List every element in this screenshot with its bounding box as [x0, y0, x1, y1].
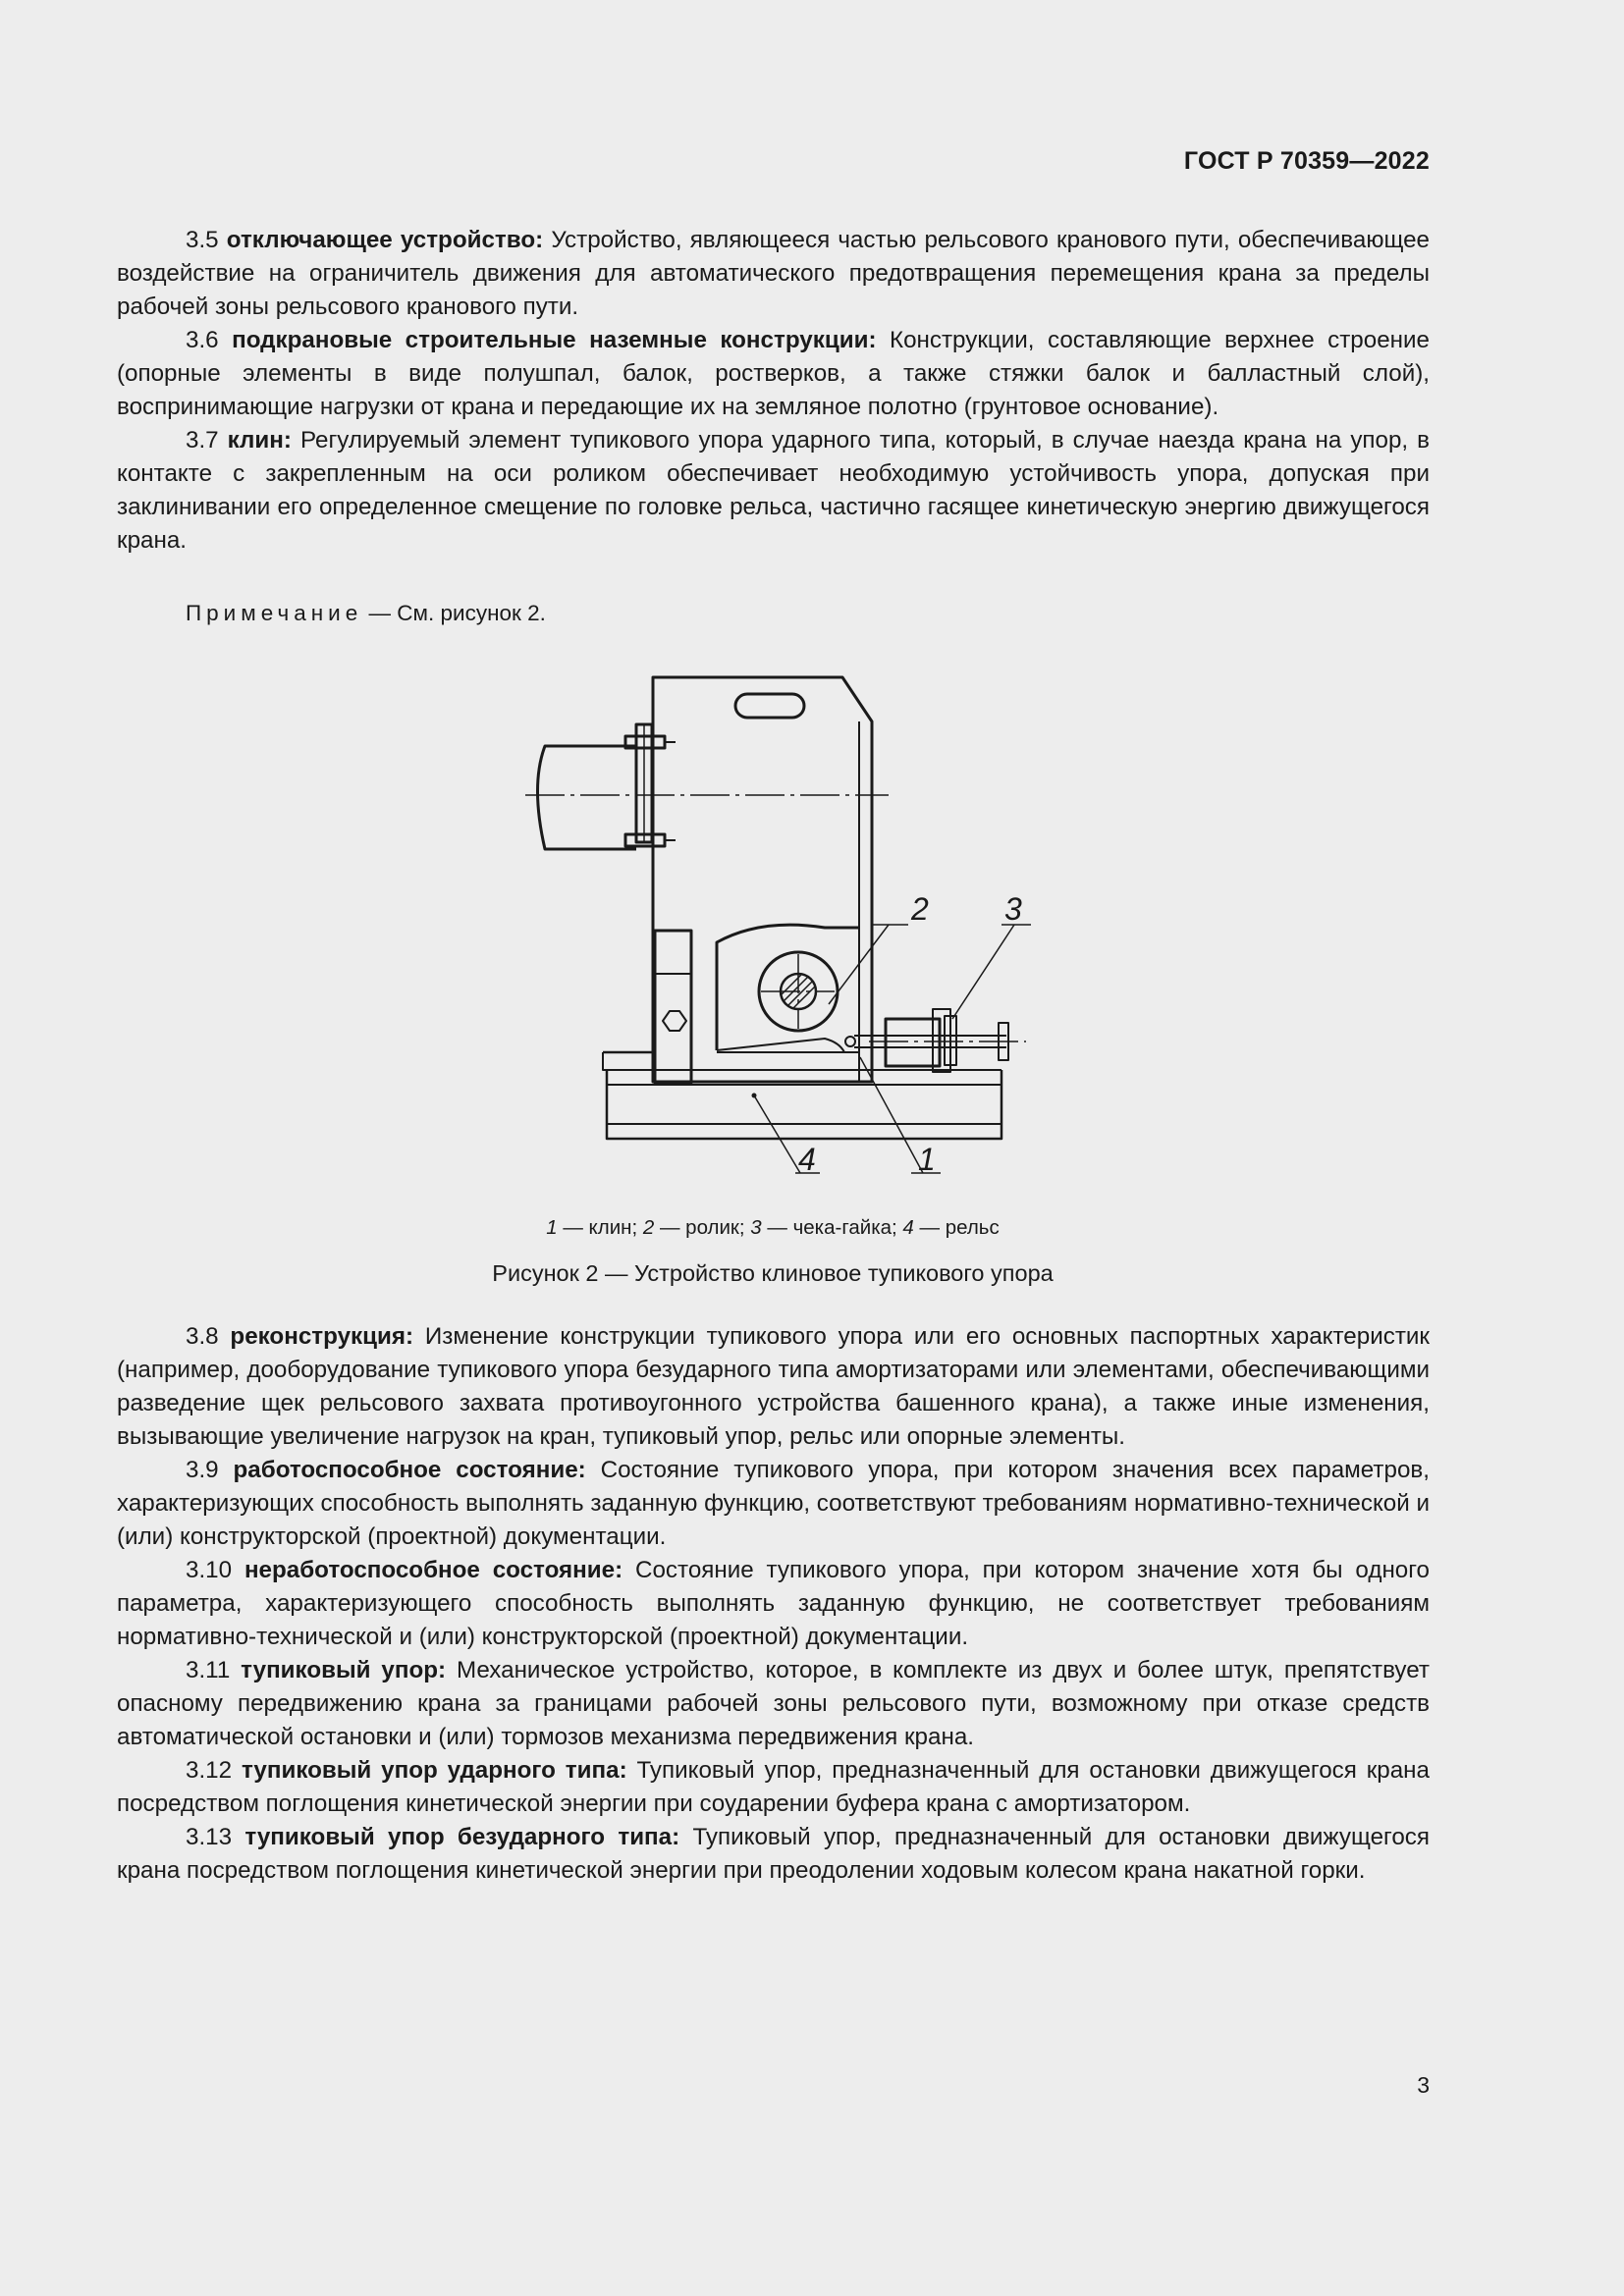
legend-text: — чека-гайка; [761, 1216, 903, 1239]
definition-number: 3.8 [186, 1323, 219, 1350]
lower-block [655, 931, 691, 1083]
definition-number: 3.11 [186, 1657, 231, 1683]
definition-text: Состояние тупикового упора, при котором значение хотя бы одного параметра, характеризующего способность выполнять заданную функцию, не соответствует требованиям нормативно-технической и (или) конструкторской (проектной) документации. [117, 1557, 1430, 1650]
definition-term: тупиковый упор ударного типа: [241, 1757, 627, 1784]
note [186, 599, 546, 628]
note-label: Примечание [186, 601, 363, 625]
definition-number: 3.6 [186, 327, 219, 353]
legend-number: 4 [902, 1216, 914, 1239]
figure-wedge-stop-drawing [520, 667, 1031, 1193]
definition-text: Механическое устройство, которое, в комплекте из двух и более штук, препятствует опасному передвижению крана за границами рабочей зоны рельсового пути, возможному при отказе средств автоматической остановки и (или) тормозов механизма передвижения крана. [117, 1657, 1430, 1750]
note-text: См. рисунок 2. [397, 601, 546, 625]
page-number: 3 [1417, 2072, 1430, 2098]
definitions-top [117, 224, 1430, 558]
leader-3 [952, 925, 1014, 1019]
definition-term: неработоспособное состояние: [244, 1557, 623, 1583]
definition-text: Состояние тупикового упора, при котором значения всех параметров, характеризующих способность выполнять заданную функцию, соответствуют требованиям нормативно-технической и (или) конструкторской (проектной) документации. [117, 1457, 1430, 1550]
definition-term: отключающее устройство: [226, 227, 544, 253]
callout-2: 2 [911, 891, 929, 927]
definition-term: тупиковый упор: [241, 1657, 447, 1683]
document-id: ГОСТ Р 70359—2022 [1183, 147, 1430, 175]
definitions-bottom [117, 1320, 1430, 1888]
definition-term: работоспособное состояние: [233, 1457, 586, 1483]
definition-3-5 [117, 224, 1430, 324]
definition-3-9 [117, 1454, 1430, 1554]
definition-number: 3.7 [186, 427, 219, 454]
definition-3-11 [117, 1654, 1430, 1754]
leader-1 [860, 1057, 923, 1173]
definition-number: 3.13 [186, 1824, 233, 1850]
definition-text: Регулируемый элемент тупикового упора ударного типа, который, в случае наезда крана на упор, в контакте с закрепленным на оси роликом обеспечивает необходимую устойчивость упора, допуская при заклинивании его определенное смещение по головке рельса, частично гасящее кинетическую энергию движущегося крана. [117, 427, 1430, 554]
definition-3-7 [117, 424, 1430, 558]
legend-number: 2 [642, 1216, 655, 1239]
definition-3-12 [117, 1754, 1430, 1821]
legend-text: — рельс [913, 1216, 1000, 1239]
definition-number: 3.12 [186, 1757, 233, 1784]
figure-legend [0, 1214, 1545, 1242]
definition-text: Тупиковый упор, предназначенный для остановки движущегося крана посредством поглощения кинетической энергии при соударении буфера крана с амортизатором. [117, 1757, 1430, 1817]
callout-3: 3 [1004, 891, 1022, 927]
figure-caption: Рисунок 2 — Устройство клиновое тупикового упора [492, 1260, 1054, 1286]
definition-number: 3.9 [186, 1457, 219, 1483]
definition-3-13 [117, 1821, 1430, 1888]
legend-text: — клин; [557, 1216, 643, 1239]
definition-term: тупиковый упор безударного типа: [244, 1824, 680, 1850]
definition-term: подкрановые строительные наземные конструкции: [232, 327, 877, 353]
definition-text: Тупиковый упор, предназначенный для остановки движущегося крана посредством поглощения кинетической энергии при преодолении ходовым колесом крана накатной горки. [117, 1824, 1430, 1884]
slot [735, 694, 804, 718]
definition-text: Конструкции, составляющие верхнее строение (опорные элементы в виде полушпал, балок, ростверков, а также стяжки балок и балластный слой), воспринимающие нагрузки от крана и передающие их на земляное полотно (грунтовое основание). [117, 327, 1430, 420]
definition-term: реконструкция: [230, 1323, 414, 1350]
definition-text: Устройство, являющееся частью рельсового кранового пути, обеспечивающее воздействие на ограничитель движения для автоматического предотвращения перемещения крана за пределы рабочей зоны рельсового кранового пути. [117, 227, 1430, 320]
technical-drawing [520, 667, 1031, 1193]
note-dash: — [368, 601, 391, 625]
legend-text: — ролик; [654, 1216, 751, 1239]
definition-3-6 [117, 324, 1430, 424]
definition-text: Изменение конструкции тупикового упора или его основных паспортных характеристик (например, дооборудование тупикового упора безударного типа амортизаторами или элементами, обеспечивающими разведение щек рельсового захвата противоугонного устройства башенного крана), а также иные изменения, вызывающие увеличение нагрузок на кран, тупиковый упор, рельс или опорные элементы. [117, 1323, 1430, 1450]
callout-4: 4 [798, 1142, 816, 1177]
legend-number: 3 [750, 1216, 762, 1239]
legend-number: 1 [546, 1216, 558, 1239]
definition-term: клин: [227, 427, 292, 454]
definition-number: 3.5 [186, 227, 219, 253]
definition-number: 3.10 [186, 1557, 233, 1583]
definition-3-10 [117, 1554, 1430, 1654]
cotter-nut-housing [886, 1019, 940, 1066]
bolt-bottom [625, 834, 665, 846]
hex-nut [663, 1011, 686, 1031]
callout-1: 1 [918, 1142, 936, 1177]
wedge [717, 1052, 859, 1070]
definition-3-8 [117, 1320, 1430, 1454]
leader-4 [754, 1095, 800, 1173]
left-bracket [538, 746, 637, 849]
